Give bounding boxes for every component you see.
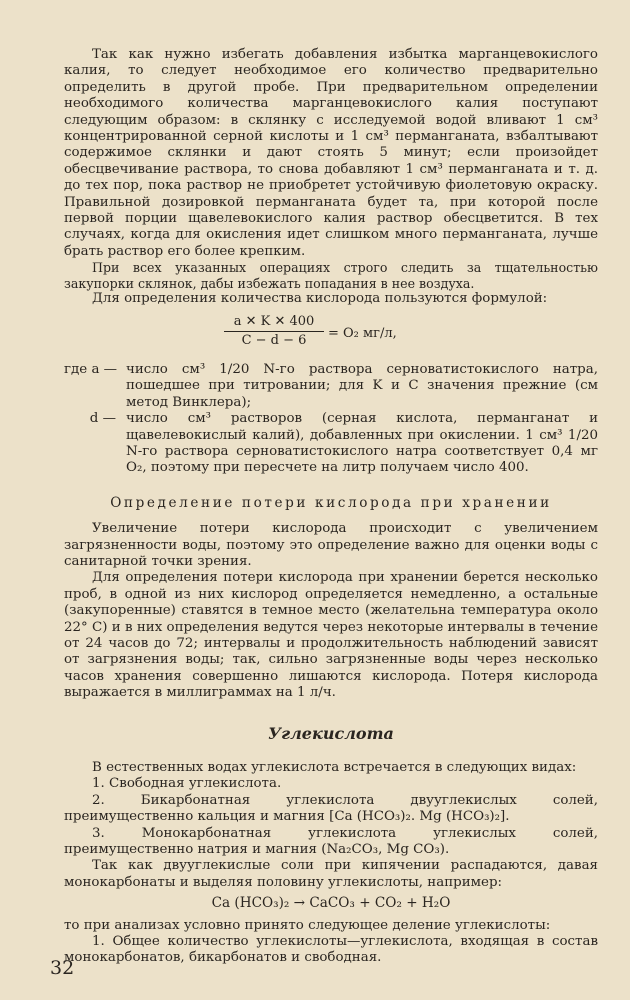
oxygen-formula: [64, 314, 598, 356]
definition-a-term: где a —: [64, 361, 118, 377]
paragraph-oxygen-loss-intro: Увеличение потери кислорода происходит с увеличением загрязненности воды, поэтому это определение важно для оценки воды с санитарной точки зрения.: [64, 521, 598, 569]
formula-numerator: a ✕ K ✕ 400: [224, 314, 324, 332]
formula-fraction: [224, 314, 324, 350]
formula-denominator: C − d − 6: [241, 333, 307, 349]
list-item-bicarbonate: 2. Бикарбонатная углекислота двууглекислых солей, преимущественно кальция и магния [Ca (HCO₃)₂. Mg (HCO₃)₂].: [64, 792, 598, 825]
paragraph-oxygen-loss-method: Для определения потери кислорода при хранении берется несколько проб, в одной из них кислород определяется немедленно, а остальные (закупоренные) ставятся в темное место (желательна температура около 22° C) и в них определения ведутся через некоторые интервалы в течение от 24 часов до 72; интервалы и продолжительность наблюдений зависят от загрязнения воды; так, сильно загрязненные воды через несколько часов хранения совершенно лишаются кислорода. Потеря кислорода выражается в миллиграммах на 1 л/ч.: [64, 570, 598, 701]
section-title-carbonic-acid: Углекислота: [268, 723, 394, 743]
definition-d-term: d —: [89, 411, 116, 427]
page-number: 32: [50, 957, 75, 979]
paragraph-carbonic-forms: В естественных водах углекислота встречается в следующих видах:: [92, 760, 577, 775]
definition-d-text: число см³ растворов (серная кислота, перманганат и щавелевокислый калий), добавленных при окислении. 1 см³ 1/20 N-го раствора серноватистокислого натра соответствует 0,4 мг O₂, поэтому при пересчете на литр получаем число 400.: [126, 411, 598, 476]
decomposition-equation: Ca (HCO₃)₂ → CaCO₃ + CO₂ + H₂O: [211, 895, 451, 912]
list-item-free-co2: 1. Свободная углекислота.: [92, 776, 282, 792]
page-body: [64, 47, 598, 967]
definition-d: [64, 411, 598, 477]
paragraph-formula-intro: Для определения количества кислорода пользуются формулой:: [92, 291, 548, 307]
formula-result: = O₂ мг/л,: [328, 325, 397, 341]
paragraph-sealing-note: При всех указанных операциях строго следить за тщательностью закупорки склянок, дабы избежать попадания в нее воздуха.: [64, 260, 598, 291]
section-heading-oxygen-loss: Определение потери кислорода при хранении: [110, 494, 552, 511]
list-item-total-co2: 1. Общее количество углекислоты—углекислота, входящая в состав монокарбонатов, бикарбонатов и свободная.: [64, 934, 598, 966]
paragraph-division: то при анализах условно принято следующее деление углекислоты:: [64, 917, 551, 933]
paragraph-boiling: Так как двууглекислые соли при кипячении распадаются, давая монокарбонаты и выделяя половину углекислоты, например:: [64, 858, 598, 890]
formula-definitions: [64, 362, 598, 477]
paragraph-permanganate-dosing: Так как нужно избегать добавления избытка марганцевокислого калия, то следует необходимое его количество предварительно определить в другой пробе. При предварительном определении необходимого количества марганцевокислого калия поступают следующим образом: в склянку с исследуемой водой вливают 1 см³ концентрированной серной кислоты и 1 см³ перманганата, взбалтывают содержимое склянки и дают стоять 5 минут; если произойдет обесцвечивание раствора, то снова добавляют 1 см³ перманганата и т. д. до тех пор, пока раствор не приобретет устойчивую фиолетовую окраску. Правильной дозировкой перманганата будет та, при которой после первой порции щавелевокислого калия раствор обесцветится. В тех случаях, когда для окисления идет слишком много перманганата, лучше брать раствор его более крепким.: [64, 47, 598, 259]
list-item-monocarbonate: 3. Монокарбонатная углекислота углекислых солей, преимущественно натрия и магния (Na₂CO₃, Mg CO₃).: [64, 825, 598, 858]
definition-a-text: число см³ 1/20 N-го раствора серноватистокислого натра, пошедшее при титровании; для K и C значения прежние (см метод Винклера);: [126, 361, 598, 410]
definition-a: [64, 362, 598, 411]
